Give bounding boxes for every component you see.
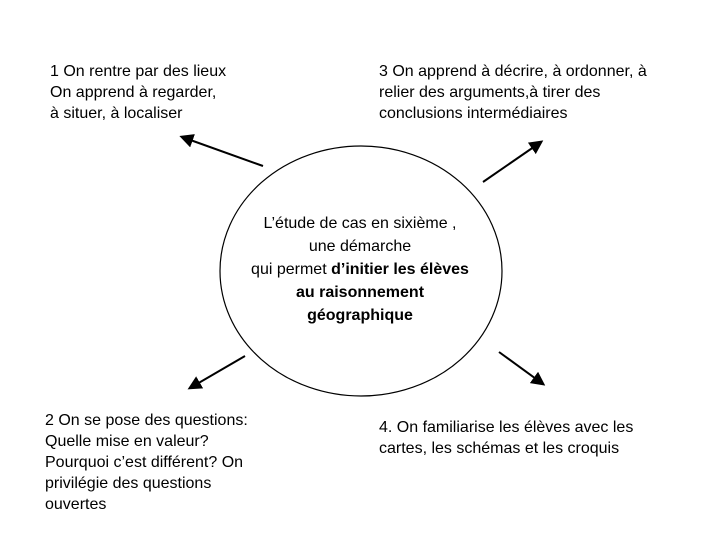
center-line-4: au raisonnement — [295, 284, 425, 301]
step-2-line: privilégie des questions — [45, 475, 212, 492]
step-2-line: Pourquoi c’est différent? On — [45, 454, 244, 471]
step-1-line: On apprend à regarder, — [50, 84, 217, 101]
step-1-line: à situer, à localiser — [50, 105, 183, 122]
arrow-bottom-right — [499, 352, 543, 384]
step-2-line: ouvertes — [45, 496, 107, 513]
step-4-text — [379, 417, 633, 459]
step-2-text — [45, 410, 248, 515]
center-line-3-bold: d’initier les élèves — [331, 261, 469, 278]
step-3-text — [379, 61, 647, 124]
center-line-1: L’étude de cas en sixième , — [263, 215, 457, 232]
step-1-text — [50, 61, 226, 124]
step-2-line: Quelle mise en valeur? — [45, 433, 209, 450]
arrow-top-left — [182, 137, 263, 166]
center-line-3 — [220, 258, 500, 281]
step-3-line: conclusions intermédiaires — [379, 105, 568, 122]
center-line-5: géographique — [307, 307, 413, 324]
step-2-line: 2 On se pose des questions: — [45, 412, 248, 429]
central-concept — [220, 212, 500, 327]
step-4-line: cartes, les schémas et les croquis — [379, 440, 620, 457]
step-3-line: relier des arguments,à tirer des — [379, 84, 601, 101]
arrow-top-right — [483, 142, 541, 182]
center-line-2: une démarche — [308, 238, 412, 255]
step-1-line: 1 On rentre par des lieux — [50, 63, 227, 80]
arrow-bottom-left — [190, 356, 245, 388]
step-3-line: 3 On apprend à décrire, à ordonner, à — [379, 63, 647, 80]
step-4-line: 4. On familiarise les élèves avec les — [379, 419, 634, 436]
center-line-3-normal: qui permet — [251, 261, 332, 278]
